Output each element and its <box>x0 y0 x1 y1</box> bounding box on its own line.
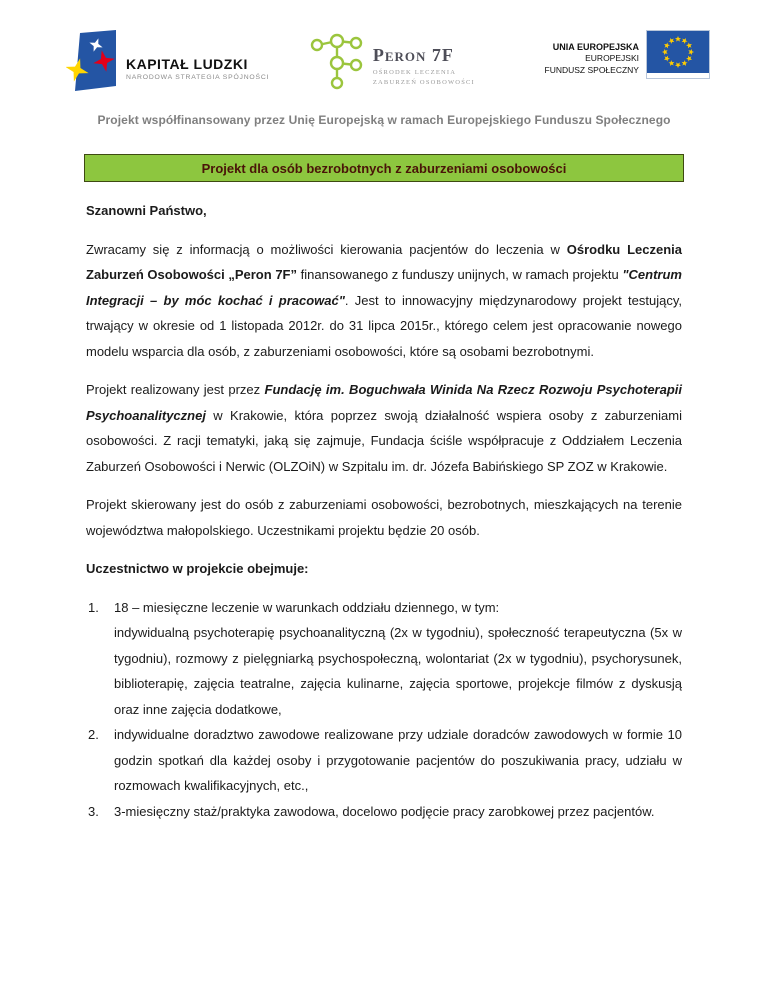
list-item-number: 1. <box>88 599 99 615</box>
peron-7f-logo <box>309 30 475 97</box>
list-item-text: indywidualne doradztwo zawodowe realizowane przy udziale doradców zawodowych w formie 10 godzin spotkań dla każdej osoby i przygotowanie pacjentów do poszukiwania pracy, udziału w rozmowach kwalifikacyjnych, etc., <box>114 727 682 793</box>
salutation: Szanowni Państwo, <box>86 203 207 218</box>
eu-line2: EUROPEJSKI <box>585 53 639 64</box>
list-item <box>86 595 682 723</box>
list-item-number: 2. <box>88 727 99 742</box>
cofinance-note: Projekt współfinansowany przez Unię Europejską w ramach Europejskiego Funduszu Społecznego <box>97 113 671 127</box>
peron-text <box>373 39 475 88</box>
peron-title: Peron 7F <box>372 45 454 66</box>
title-banner <box>84 154 684 182</box>
list-item <box>86 799 682 825</box>
peron-subtitle <box>373 68 475 88</box>
eu-text <box>545 33 639 76</box>
list-item <box>86 722 682 799</box>
paragraph-foundation: Projekt realizowany jest przez Fundację im. Boguchwała Winida Na Rzecz Rozwoju Psychoterapii Psychoanalitycznej w Krakowie, która poprzez swoją działalność wspiera osoby z zaburzeniami osobowości. Z racji tematyki, jaką się zajmuje, Fundacja ściśle współpracuje z Oddziałem Leczenia Zaburzeń Osobowości i Nerwic (OLZOiN) w Szpitalu im. dr. Józefa Babińskiego SP ZOZ w Krakowie. <box>86 382 682 474</box>
eu-logo <box>545 30 710 79</box>
paragraph-project-intro: Zwracamy się z informacją o możliwości kierowania pacjentów do leczenia w Ośrodku Leczenia Zaburzeń Osobowości „Peron 7F” finansowanego z funduszy unijnych, w ramach projektu "Centrum Integracji – by móc kochać i pracować". Jest to innowacyjny międzynarodowy projekt testujący, trwający w okresie od 1 listopada 2012r. do 31 lipca 2015r., którego celem jest opracowanie nowego modelu wsparcia dla osób, z zaburzeniami osobowości, które są osobami bezrobotnymi. <box>86 241 683 359</box>
peron-network-icon <box>309 30 365 97</box>
document-body <box>86 198 682 824</box>
list-item-number: 3. <box>88 803 99 819</box>
kapital-ludzki-title: KAPITAŁ LUDZKI <box>126 56 248 72</box>
list-item-text: 18 – miesięczne leczenie w warunkach oddziału dziennego, w tym: indywidualną psychoterapię psychoanalityczną (2x w tygodniu), społeczność terapeutyczna (5x w tygodniu), rozmowy z pielęgniarką psychospołeczną, wolontariat (2x w tygodniu), psychorysunek, biblioterapię, zajęcia teatralne, zajęcia kulinarne, zajęcia sportowe, projekcje filmów z dyskusją oraz inne zajęcia dodatkowe, <box>114 599 682 717</box>
list-item-text: 3-miesięczny staż/praktyka zawodowa, docelowo podjęcie pracy zarobkowej przez pacjentów. <box>114 803 655 819</box>
eu-flag-icon <box>646 30 710 79</box>
header-logo-row <box>0 0 768 96</box>
kapital-ludzki-text <box>126 46 269 81</box>
paragraph-target-group: Projekt skierowany jest do osób z zaburzeniami osobowości, bezrobotnych, mieszkających na terenie województwa małopolskiego. Uczestnikami projektu będzie 20 osób. <box>86 497 682 538</box>
eu-line1: UNIA EUROPEJSKA <box>552 41 639 52</box>
banner-title: Projekt dla osób bezrobotnych z zaburzeniami osobowości <box>201 160 567 176</box>
kapital-ludzki-logo <box>66 30 269 97</box>
kapital-ludzki-flag-icon <box>66 30 118 97</box>
kapital-ludzki-subtitle: NARODOWA STRATEGIA SPÓJNOŚCI <box>126 74 270 81</box>
peron-subtitle-line2: ZABURZEŃ OSOBOWOŚCI <box>372 79 475 86</box>
eu-line3: FUNDUSZ SPOŁECZNY <box>544 64 639 75</box>
peron-subtitle-line1: OŚRODEK LECZENIA <box>372 69 457 77</box>
list-heading: Uczestnictwo w projekcie obejmuje: <box>86 561 309 576</box>
